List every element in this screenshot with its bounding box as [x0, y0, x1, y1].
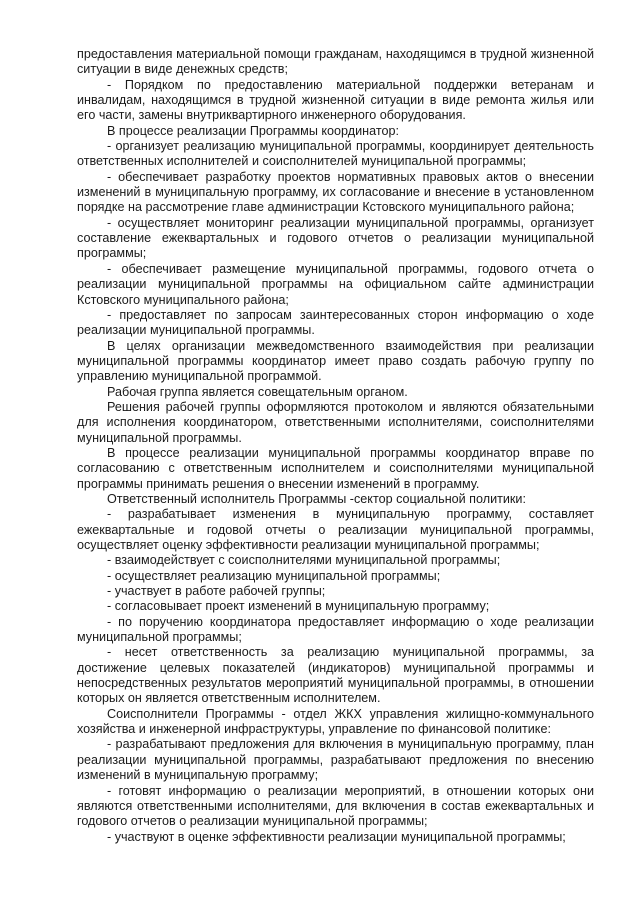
paragraph: Соисполнители Программы - отдел ЖКХ управления жилищно-коммунального хозяйства и инженерной инфраструктуры, управление по финансовой политике:: [77, 706, 594, 737]
list-item: - предоставляет по запросам заинтересованных сторон информацию о ходе реализации муниципальной программы.: [77, 307, 594, 338]
paragraph: - Порядком по предоставлению материальной поддержки ветеранам и инвалидам, находящимся в трудной жизненной ситуации в виде ремонта жилья или его части, замены внутриквартирного инженерного оборудования.: [77, 77, 594, 123]
paragraph: В процессе реализации Программы координатор:: [107, 123, 399, 138]
list-item: - по поручению координатора предоставляет информацию о ходе реализации муниципальной программы;: [77, 614, 594, 645]
paragraph: Решения рабочей группы оформляются протоколом и являются обязательными для исполнения координатором, ответственными исполнителями, соисполнителями муниципальной программы.: [77, 399, 594, 445]
list-item: - готовят информацию о реализации мероприятий, в отношении которых они являются ответственными исполнителями, для включения в состав ежеквартальных и годового отчетов о реализации муниципальной программы;: [77, 783, 594, 829]
list-item: - обеспечивает размещение муниципальной программы, годового отчета о реализации муниципальной программы на официальном сайте администрации Кстовского муниципального района;: [77, 261, 594, 307]
list-item: - осуществляет мониторинг реализации муниципальной программы, организует составление ежеквартальных и годового отчетов о реализации муниципальной программы;: [77, 215, 594, 261]
paragraph: Ответственный исполнитель Программы -сектор социальной политики:: [107, 491, 526, 506]
paragraph: В процессе реализации муниципальной программы координатор вправе по согласованию с ответственным исполнителем и соисполнителями муниципальной программы принимать решения о внесении изменений в программу.: [77, 445, 594, 491]
paragraph: В целях организации межведомственного взаимодействия при реализации муниципальной программы координатор имеет право создать рабочую группу по управлению муниципальной программой.: [77, 338, 594, 384]
list-item: - организует реализацию муниципальной программы, координирует деятельность ответственных исполнителей и соисполнителей муниципальной программы;: [77, 139, 594, 169]
list-item: - участвуют в оценке эффективности реализации муниципальной программы;: [107, 829, 566, 844]
list-item: - осуществляет реализацию муниципальной программы;: [107, 568, 441, 583]
list-item: - разрабатывает изменения в муниципальную программу, составляет ежеквартальные и годовой отчеты о реализации муниципальной программы, осуществляет оценку эффективности реализации муниципальной программы;: [77, 507, 594, 552]
paragraph: предоставления материальной помощи гражданам, находящимся в трудной жизненной ситуации в виде денежных средств;: [77, 47, 594, 77]
list-item: - разрабатывают предложения для включения в муниципальную программу, план реализации муниципальной программы, разрабатывают предложения по внесению изменений в муниципальную программу;: [77, 737, 594, 783]
paragraph: Рабочая группа является совещательным органом.: [107, 384, 408, 399]
document-page: [77, 47, 594, 845]
list-item: - участвует в работе рабочей группы;: [107, 584, 326, 599]
list-item: - взаимодействует с соисполнителями муниципальной программы;: [107, 553, 501, 568]
list-item: - согласовывает проект изменений в муниципальную программу;: [107, 599, 490, 614]
list-item: - обеспечивает разработку проектов нормативных правовых актов о внесении изменений в муниципальную программу, их согласование и внесение в установленном порядке на рассмотрение главе администрации Кстовского муниципального района;: [77, 169, 594, 215]
list-item: - несет ответственность за реализацию муниципальной программы, за достижение целевых показателей (индикаторов) муниципальной программы и непосредственных результатов мероприятий муниципальной программы, в отношении которых он является ответственным исполнителем.: [77, 645, 594, 706]
